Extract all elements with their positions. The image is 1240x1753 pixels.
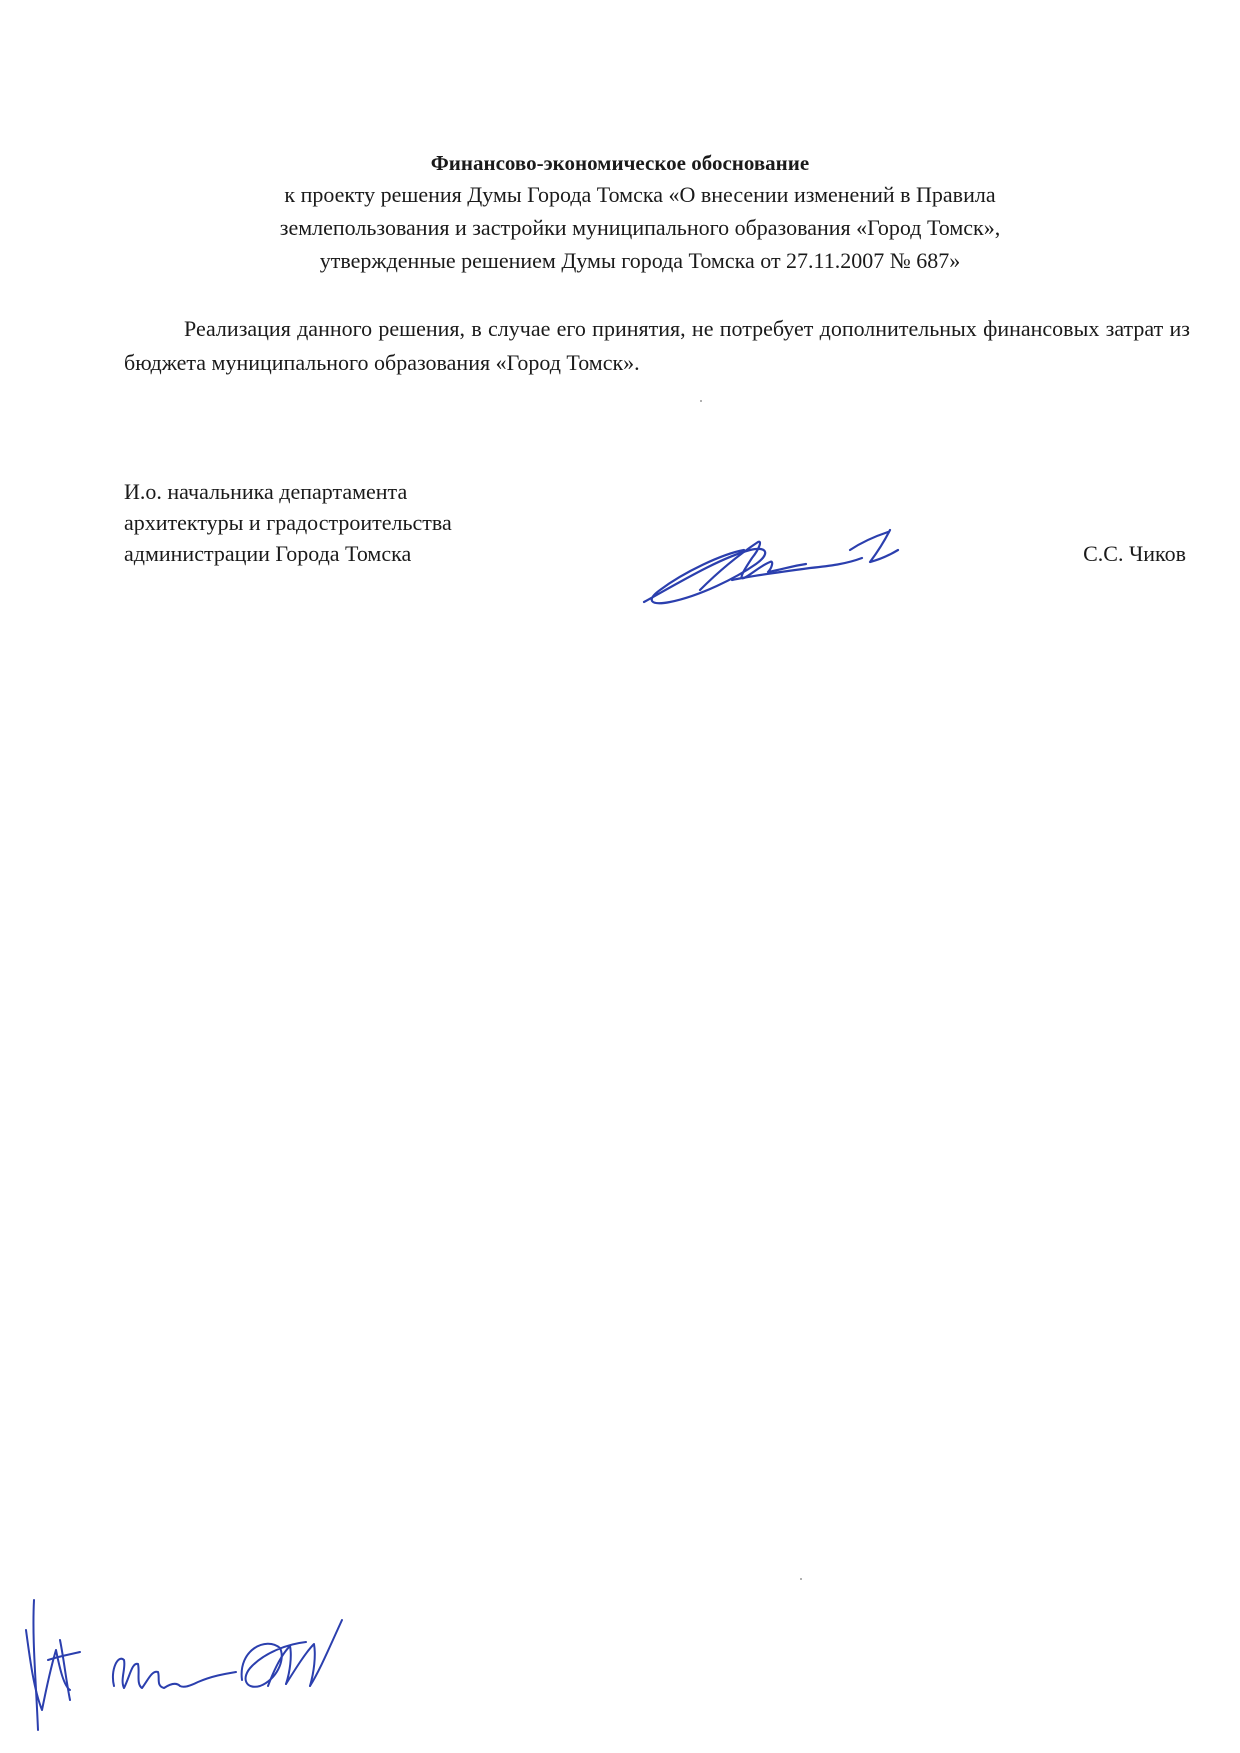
- handwritten-signature: [640, 520, 930, 610]
- signatory-position: [124, 476, 452, 569]
- subtitle-line: землепользования и застройки муниципального образования «Город Томск»,: [279, 215, 1001, 240]
- document-title: Финансово-экономическое обоснование: [430, 151, 810, 175]
- scan-speck: [700, 400, 702, 402]
- initials-signatures: [20, 1590, 380, 1740]
- signatory-position-line: И.о. начальника департамента: [124, 479, 408, 504]
- signatory-position-line: администрации Города Томска: [124, 541, 412, 566]
- document-body: Реализация данного решения, в случае его принятия, не потребует дополнительных финансовых затрат из бюджета муниципального образования «Город Томск».: [124, 316, 1190, 375]
- scan-speck: [800, 1578, 802, 1580]
- document-subtitle: [240, 178, 1040, 277]
- subtitle-line: утвержденные решением Думы города Томска от 27.11.2007 № 687»: [319, 248, 961, 273]
- signatory-name: С.С. Чиков: [1083, 541, 1186, 566]
- signatory-position-line: архитектуры и градостроительства: [124, 510, 452, 535]
- subtitle-line: к проекту решения Думы Города Томска «О внесении изменений в Правила: [284, 182, 996, 207]
